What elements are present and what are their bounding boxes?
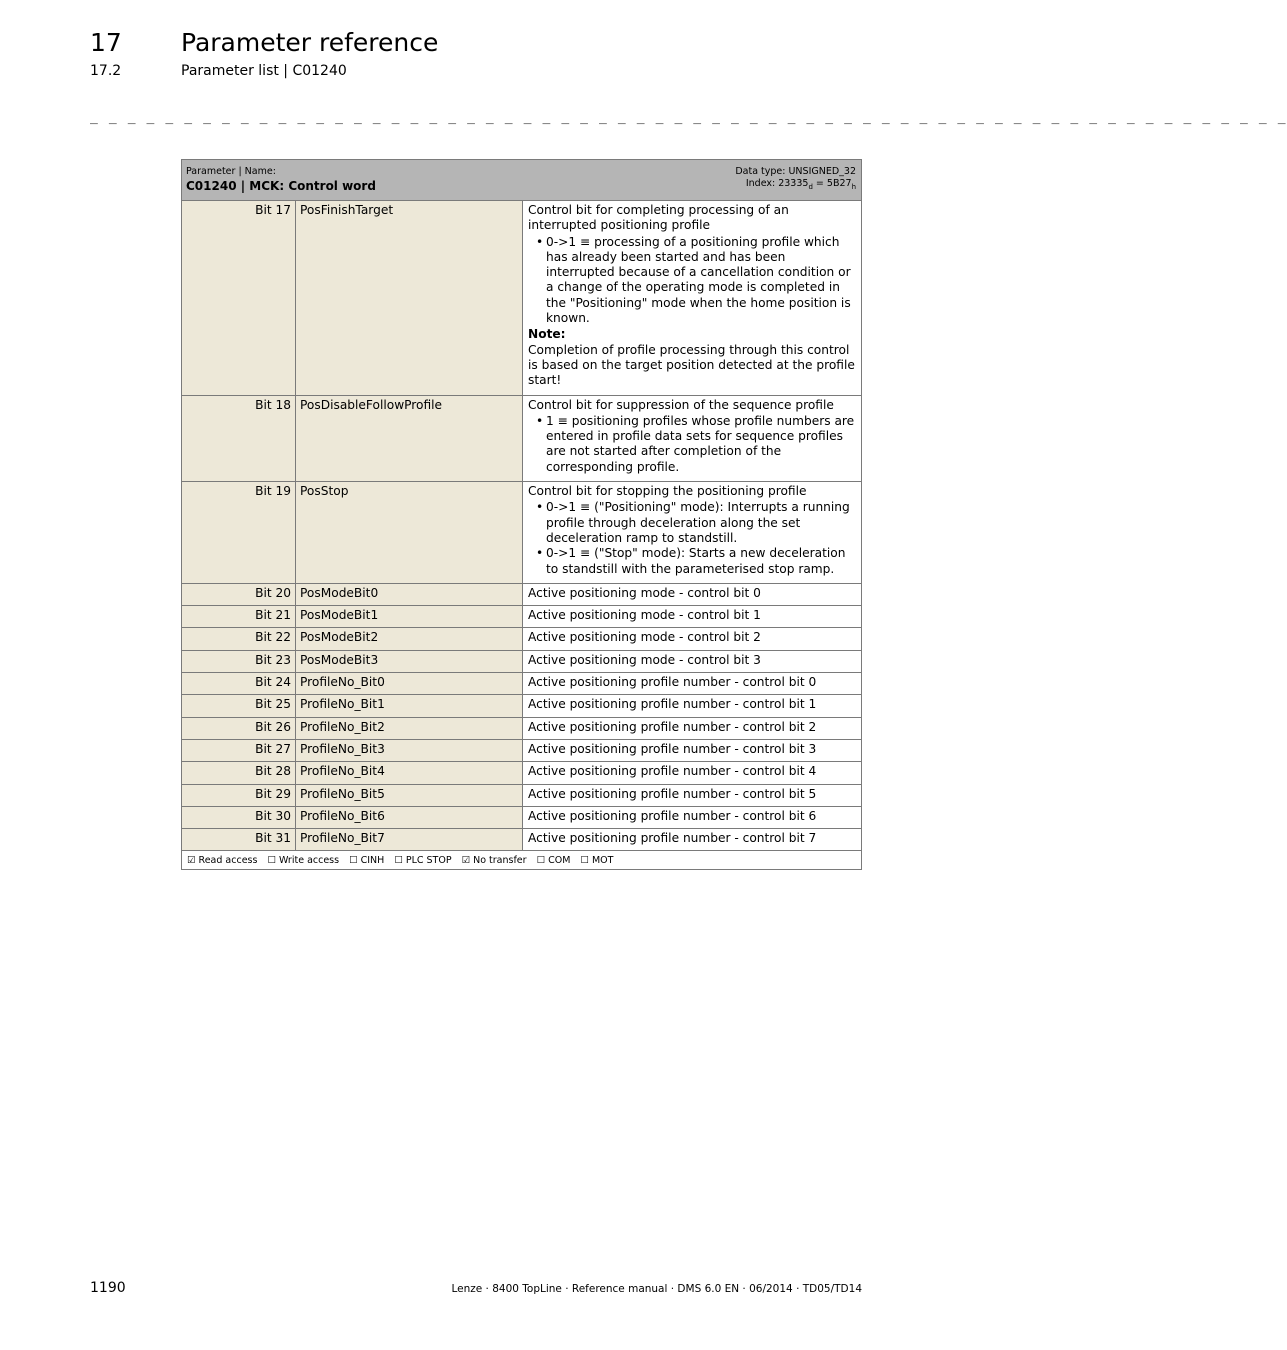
description-cell — [523, 606, 861, 627]
description-text: Active positioning profile number - control bit 3 — [528, 741, 817, 756]
description-text: Active positioning mode - control bit 0 — [528, 585, 761, 600]
flag-label: Write access — [278, 854, 340, 866]
table-row — [182, 673, 861, 695]
description-cell — [523, 482, 861, 583]
name-cell: PosStop — [296, 482, 523, 583]
name-cell: PosModeBit1 — [296, 606, 523, 627]
checkbox-icon: ☐ — [394, 854, 403, 866]
description-cell — [523, 695, 861, 716]
flag-label: No transfer — [473, 854, 527, 866]
description-text: Active positioning mode - control bit 2 — [528, 630, 761, 645]
bit-cell: Bit 26 — [182, 718, 296, 739]
description-text: Active positioning mode - control bit 3 — [528, 652, 761, 667]
bullet-list — [528, 235, 857, 327]
name-cell: PosModeBit3 — [296, 651, 523, 672]
flag-label: CINH — [360, 854, 385, 866]
table-row — [182, 807, 861, 829]
description-cell — [523, 762, 861, 783]
name-cell: PosDisableFollowProfile — [296, 396, 523, 481]
bit-cell: Bit 24 — [182, 673, 296, 694]
table-row — [182, 718, 861, 740]
table-row — [182, 396, 861, 482]
table-row — [182, 829, 861, 851]
description-text: Active positioning profile number - control bit 7 — [528, 831, 817, 846]
checkbox-icon: ☐ — [536, 854, 546, 866]
bit-cell: Bit 21 — [182, 606, 296, 627]
description-cell — [523, 785, 861, 806]
bit-cell: Bit 17 — [182, 201, 296, 395]
table-row — [182, 584, 861, 606]
description-text: Active positioning profile number - control bit 5 — [528, 786, 817, 801]
table-row — [182, 651, 861, 673]
access-flag — [394, 853, 451, 868]
name-cell: PosModeBit2 — [296, 628, 523, 649]
name-cell: PosFinishTarget — [296, 201, 523, 395]
table-row — [182, 606, 861, 628]
bullet-item: • 0->1 ≡ ("Positioning" mode): Interrupts a running profile through deceleration along the set deceleration ramp to standstill. — [528, 500, 857, 546]
index-dec-subscript: d — [808, 182, 813, 191]
index-decimal: Index: 23335 — [745, 178, 809, 189]
checkbox-icon: ☑ — [187, 854, 196, 866]
table-row — [182, 695, 861, 717]
table-row — [182, 762, 861, 784]
access-flag — [187, 853, 257, 868]
access-flag — [537, 853, 571, 868]
section-title: Parameter list | C01240 — [181, 63, 347, 79]
bit-cell: Bit 27 — [182, 740, 296, 761]
flag-label: Read access — [198, 854, 258, 866]
bit-cell: Bit 20 — [182, 584, 296, 605]
data-type: Data type: UNSIGNED_32 — [735, 166, 856, 177]
name-cell: ProfileNo_Bit4 — [296, 762, 523, 783]
table-row — [182, 740, 861, 762]
access-flag — [580, 853, 613, 868]
description-cell — [523, 673, 861, 694]
parameter-index — [746, 178, 856, 193]
section-number: 17.2 — [90, 63, 122, 79]
chapter-title: Parameter reference — [181, 28, 439, 57]
flag-label: PLC STOP — [405, 854, 452, 866]
parameter-header — [182, 160, 861, 201]
name-cell: PosModeBit0 — [296, 584, 523, 605]
bit-rows — [182, 201, 861, 851]
table-row — [182, 201, 861, 396]
document-info: Lenze · 8400 TopLine · Reference manual · DMS 6.0 EN · 06/2014 · TD05/TD14 — [451, 1283, 862, 1295]
checkbox-icon: ☐ — [580, 854, 589, 866]
bullet-list — [528, 414, 857, 475]
description-text: Control bit for suppression of the sequence profile — [528, 397, 834, 412]
description-cell — [523, 740, 861, 761]
checkbox-icon: ☐ — [267, 854, 276, 866]
description-cell — [523, 201, 861, 395]
bullet-item: • 0->1 ≡ processing of a positioning profile which has already been started and has been interrupted because of a cancellation condition or a change of the operating mode is completed in the "Positioning" mode when the home position is known. — [528, 235, 857, 327]
description-text: Active positioning profile number - control bit 0 — [528, 675, 817, 690]
access-flag — [462, 853, 527, 868]
bullet-list — [528, 500, 857, 576]
bit-cell: Bit 23 — [182, 651, 296, 672]
checkbox-icon: ☑ — [461, 854, 471, 866]
chapter-number: 17 — [90, 28, 122, 57]
description-cell — [523, 718, 861, 739]
checkbox-icon: ☐ — [349, 854, 358, 866]
flag-label: MOT — [591, 854, 614, 866]
bit-cell: Bit 18 — [182, 396, 296, 481]
description-cell — [523, 807, 861, 828]
name-cell: ProfileNo_Bit2 — [296, 718, 523, 739]
bit-cell: Bit 30 — [182, 807, 296, 828]
parameter-table — [181, 159, 862, 870]
name-cell: ProfileNo_Bit6 — [296, 807, 523, 828]
description-text: Active positioning profile number - control bit 2 — [528, 719, 817, 734]
description-cell — [523, 396, 861, 481]
index-hex: = 5B27 — [812, 178, 852, 189]
note-text: Completion of profile processing through this control is based on the target position detected at the profile start! — [528, 342, 855, 388]
name-cell: ProfileNo_Bit7 — [296, 829, 523, 850]
name-cell: ProfileNo_Bit1 — [296, 695, 523, 716]
access-flag — [349, 853, 384, 868]
description-text: Control bit for completing processing of an interrupted positioning profile — [528, 203, 789, 233]
description-cell — [523, 651, 861, 672]
bit-cell: Bit 29 — [182, 785, 296, 806]
table-row — [182, 785, 861, 807]
bit-cell: Bit 25 — [182, 695, 296, 716]
index-hex-subscript: h — [851, 182, 856, 191]
bullet-item: • 0->1 ≡ ("Stop" mode): Starts a new deceleration to standstill with the parameterised stop ramp. — [528, 546, 857, 577]
bit-cell: Bit 22 — [182, 628, 296, 649]
access-flag — [267, 853, 339, 868]
table-row — [182, 482, 861, 584]
bit-cell: Bit 31 — [182, 829, 296, 850]
parameter-name: C01240 | MCK: Control word — [186, 179, 376, 193]
bit-cell: Bit 19 — [182, 482, 296, 583]
note-label: Note: — [528, 327, 566, 342]
description-text: Active positioning profile number - control bit 4 — [528, 764, 817, 779]
description-cell — [523, 628, 861, 649]
header-rule: _ _ _ _ _ _ _ _ _ _ _ _ _ _ _ _ _ _ _ _ _ _ _ _ _ _ _ _ _ _ _ _ _ _ _ _ _ _ _ _ _ _ _ _ _ _ _ _ _ _ _ _ _ _ _ _ _ _ _ _ _ _ _ _ — [90, 110, 1287, 125]
parameter-header-label: Parameter | Name: — [186, 166, 276, 177]
name-cell: ProfileNo_Bit0 — [296, 673, 523, 694]
name-cell: ProfileNo_Bit3 — [296, 740, 523, 761]
description-cell — [523, 829, 861, 850]
name-cell: ProfileNo_Bit5 — [296, 785, 523, 806]
description-cell — [523, 584, 861, 605]
page-number: 1190 — [90, 1280, 126, 1296]
flag-label: COM — [548, 854, 571, 866]
bullet-item: • 1 ≡ positioning profiles whose profile numbers are entered in profile data sets for sequence profiles are not started after completion of the corresponding profile. — [528, 414, 857, 475]
description-text: Active positioning profile number - control bit 6 — [528, 808, 817, 823]
table-row — [182, 628, 861, 650]
description-text: Active positioning mode - control bit 1 — [528, 608, 761, 623]
description-text: Control bit for stopping the positioning profile — [528, 484, 807, 499]
description-text: Active positioning profile number - control bit 1 — [528, 697, 817, 712]
access-flags — [182, 851, 861, 869]
bit-cell: Bit 28 — [182, 762, 296, 783]
